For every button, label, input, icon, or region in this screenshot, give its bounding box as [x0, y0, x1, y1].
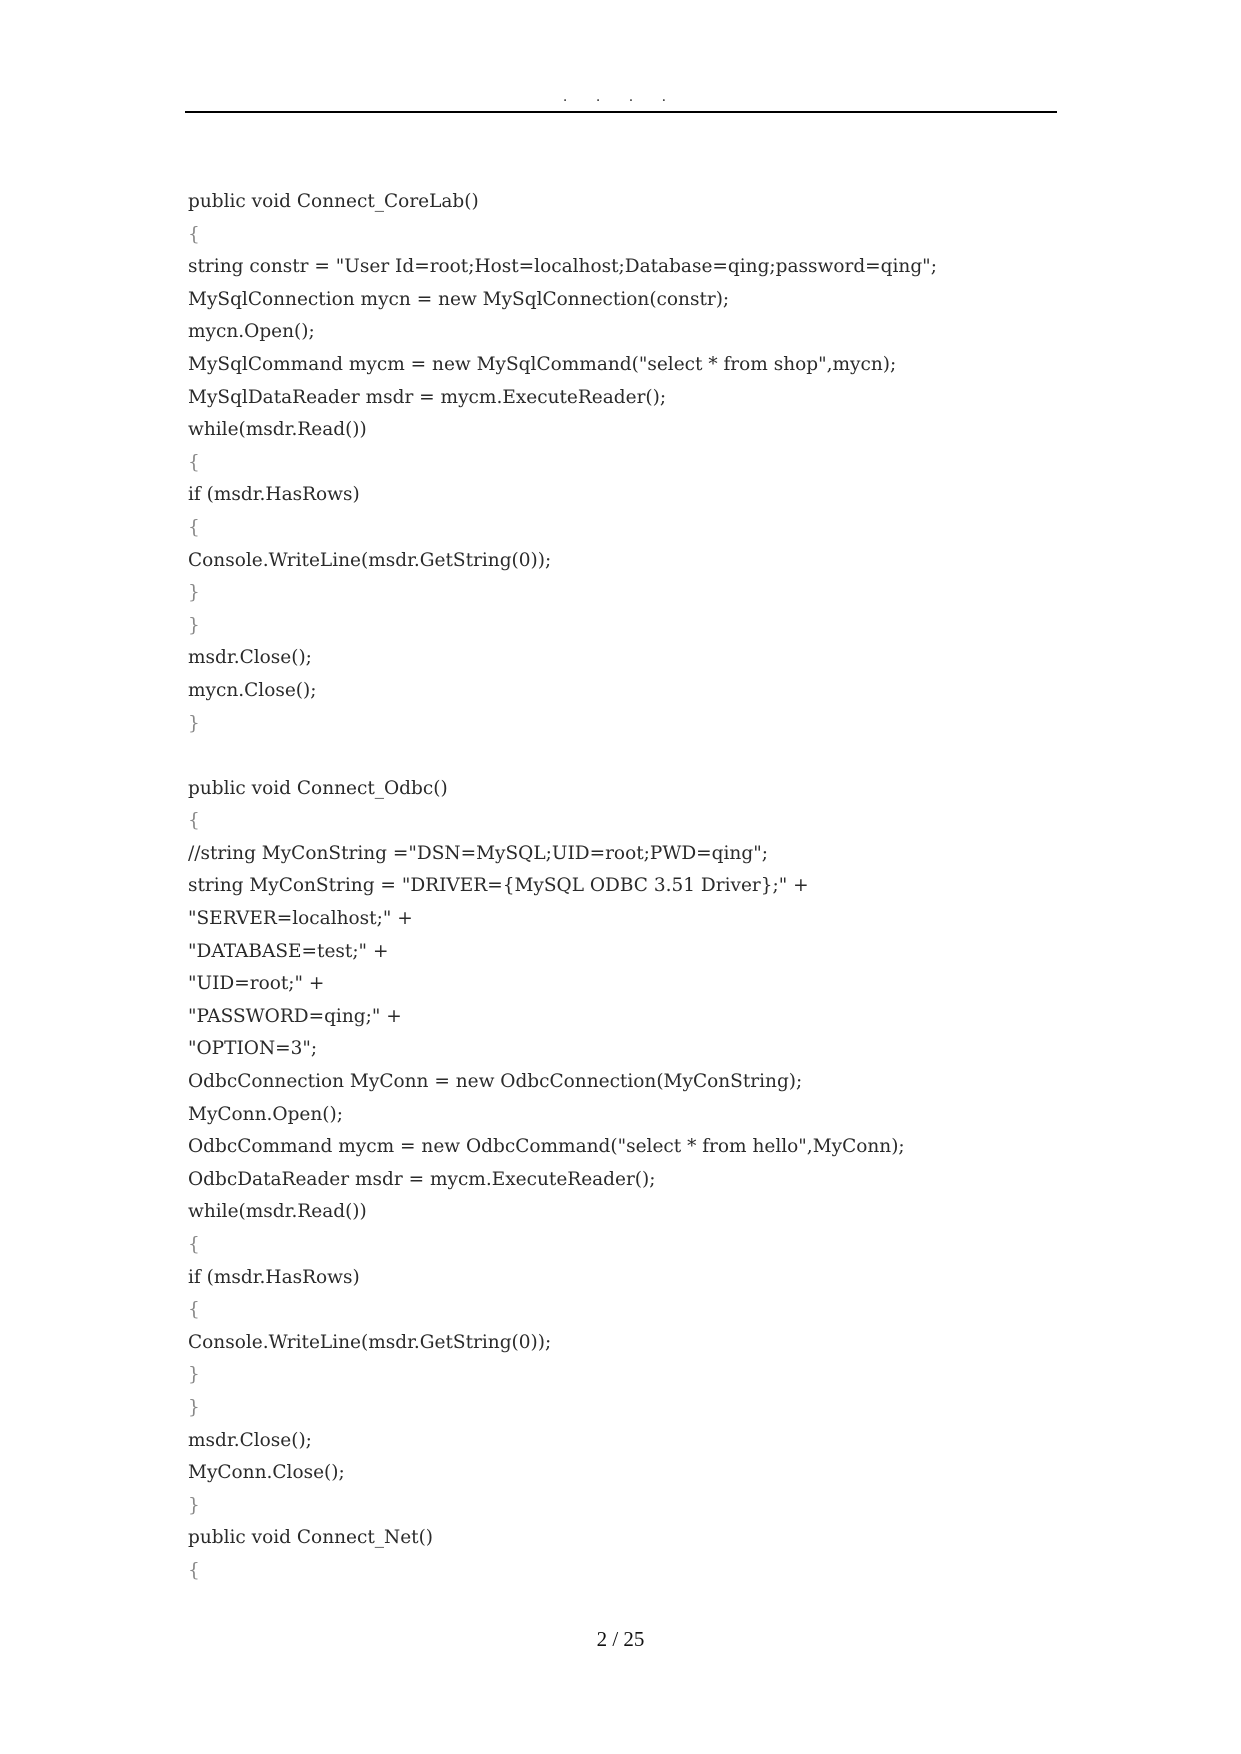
- code-line: public void Connect_CoreLab(): [188, 191, 479, 212]
- code-line: msdr.Close();: [188, 1429, 312, 1451]
- code-line: string constr = "User Id=root;Host=localhost;Database=qing;password=qing";: [188, 256, 937, 278]
- page-number: 2 / 25: [596, 1627, 645, 1651]
- code-line: }: [188, 614, 200, 636]
- code-line: if (msdr.HasRows): [188, 484, 360, 506]
- code-line: {: [188, 223, 200, 245]
- code-line: OdbcDataReader msdr = mycm.ExecuteReader();: [188, 1168, 656, 1190]
- code-line: {: [188, 516, 200, 538]
- code-line: msdr.Close();: [188, 647, 312, 669]
- code-line: "UID=root;" +: [188, 973, 325, 995]
- code-line: {: [188, 451, 200, 473]
- blank-line: [188, 740, 1148, 773]
- code-line: MySqlCommand mycm = new MySqlCommand("select * from shop",mycn);: [188, 353, 897, 375]
- code-line: public void Connect_Net(): [188, 1527, 434, 1549]
- code-line: string MyConString = "DRIVER={MySQL ODBC 3.51 Driver};" +: [188, 875, 809, 897]
- code-line: }: [188, 1364, 200, 1386]
- code-line: }: [188, 1396, 200, 1418]
- code-line: MyConn.Close();: [188, 1462, 345, 1484]
- code-line: mycn.Close();: [188, 679, 317, 701]
- header-dots: . . . .: [562, 89, 679, 105]
- code-line: while(msdr.Read()): [188, 1201, 367, 1223]
- code-block: [188, 186, 1148, 1588]
- code-line: {: [188, 1559, 200, 1581]
- code-line: public void Connect_Odbc(): [188, 777, 448, 799]
- code-line: OdbcConnection MyConn = new OdbcConnection(MyConString);: [188, 1071, 803, 1093]
- code-line: }: [188, 1494, 200, 1516]
- code-line: Console.WriteLine(msdr.GetString(0));: [188, 549, 552, 571]
- code-line: MySqlDataReader msdr = mycm.ExecuteReader();: [188, 386, 667, 408]
- code-line: }: [188, 582, 200, 604]
- code-line: //string MyConString ="DSN=MySQL;UID=root;PWD=qing";: [188, 842, 768, 864]
- code-line: "OPTION=3";: [188, 1038, 318, 1060]
- code-line: OdbcCommand mycm = new OdbcCommand("select * from hello",MyConn);: [188, 1136, 905, 1158]
- code-line: mycn.Open();: [188, 321, 315, 343]
- code-line: }: [188, 712, 200, 734]
- code-line: "DATABASE=test;" +: [188, 940, 389, 962]
- code-line: Console.WriteLine(msdr.GetString(0));: [188, 1331, 552, 1353]
- code-line: MySqlConnection mycn = new MySqlConnection(constr);: [188, 288, 730, 310]
- code-line: "SERVER=localhost;" +: [188, 908, 413, 930]
- code-line: {: [188, 1234, 200, 1255]
- code-line: {: [188, 1299, 200, 1321]
- code-line: {: [188, 810, 200, 832]
- code-line: while(msdr.Read()): [188, 419, 367, 441]
- header-rule: [185, 111, 1057, 113]
- code-line: "PASSWORD=qing;" +: [188, 1005, 402, 1027]
- code-line: if (msdr.HasRows): [188, 1266, 360, 1288]
- code-line: MyConn.Open();: [188, 1103, 343, 1125]
